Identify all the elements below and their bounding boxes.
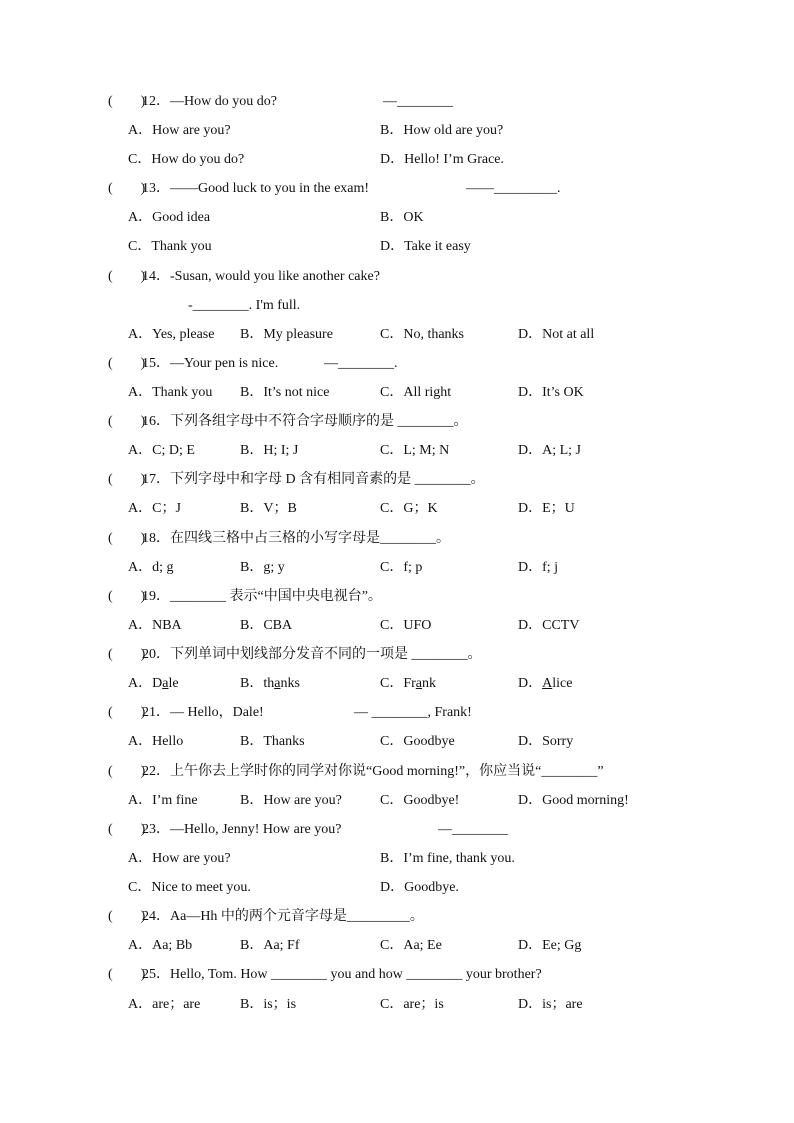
answer-paren[interactable]: ( ) — [108, 909, 146, 924]
question-stem: 16．下列各组字母中不符合字母顺序的是 ________。 — [142, 414, 468, 429]
option-c[interactable]: C．How do you do? — [128, 152, 245, 167]
question-14 — [108, 268, 380, 286]
question-reply: —________ — [383, 94, 453, 109]
question-reply: ——_________. — [466, 181, 561, 196]
question-stem: 19．________ 表示“中国中央电视台”。 — [142, 589, 382, 604]
answer-paren[interactable]: ( ) — [108, 967, 146, 982]
option-c[interactable]: C．UFO — [380, 618, 432, 633]
answer-paren[interactable]: ( ) — [108, 356, 146, 371]
option-c[interactable]: C．L; M; N — [380, 443, 450, 458]
option-b[interactable]: B．is；is — [240, 997, 297, 1012]
option-a[interactable]: A．Good idea — [128, 210, 211, 225]
question-25 — [108, 966, 542, 984]
option-a[interactable]: A．How are you? — [128, 123, 231, 138]
answer-paren[interactable]: ( ) — [108, 647, 146, 662]
option-b[interactable]: B．Aa; Ff — [240, 938, 300, 953]
option-a[interactable]: A．How are you? — [128, 851, 231, 866]
option-d[interactable]: D．Hello! I’m Grace. — [380, 152, 505, 167]
option-d[interactable]: D．Not at all — [518, 327, 595, 342]
question-19 — [108, 588, 382, 606]
answer-paren[interactable]: ( ) — [108, 531, 146, 546]
question-stem: 13．——Good luck to you in the exam! — [142, 181, 370, 196]
question-20 — [108, 646, 482, 664]
option-d[interactable]: D．It’s OK — [518, 385, 584, 400]
option-c[interactable]: C．G；K — [380, 501, 438, 516]
question-24 — [108, 908, 424, 926]
question-stem: 17．下列字母中和字母 D 含有相同音素的是 ________。 — [142, 472, 485, 487]
option-b[interactable]: B．How old are you? — [380, 123, 504, 138]
option-c[interactable]: C．Goodbye! — [380, 793, 460, 808]
question-23 — [108, 821, 341, 839]
answer-paren[interactable]: ( ) — [108, 822, 146, 837]
option-a[interactable]: A．NBA — [128, 618, 182, 633]
option-a[interactable]: A．are；are — [128, 997, 201, 1012]
answer-paren[interactable]: ( ) — [108, 705, 146, 720]
underlined-letter: a — [274, 676, 281, 691]
question-reply: —________. — [324, 356, 398, 371]
question-18 — [108, 530, 450, 548]
option-d[interactable]: D．A; L; J — [518, 443, 581, 458]
option-b[interactable]: B．OK — [380, 210, 424, 225]
option-a[interactable]: A．I’m fine — [128, 793, 198, 808]
question-stem: 14．-Susan, would you like another cake? — [142, 269, 380, 284]
option-c[interactable]: C．Thank you — [128, 239, 212, 254]
question-reply: -________. I'm full. — [188, 298, 301, 313]
answer-paren[interactable]: ( ) — [108, 472, 146, 487]
question-stem: 24．Aa—Hh 中的两个元音字母是_________。 — [142, 909, 424, 924]
question-15 — [108, 355, 278, 373]
question-16 — [108, 413, 468, 431]
option-d[interactable]: D．Ee; Gg — [518, 938, 582, 953]
question-stem: 21．— Hello，Dale! — [142, 705, 264, 720]
option-c[interactable]: C．No, thanks — [380, 327, 464, 342]
option-a[interactable]: A．C；J — [128, 501, 181, 516]
option-d[interactable]: D．E；U — [518, 501, 575, 516]
option-b[interactable]: B．thanks — [240, 676, 300, 691]
option-d[interactable]: D．Good morning! — [518, 793, 629, 808]
option-c[interactable]: C．f; p — [380, 560, 423, 575]
question-stem: 15．—Your pen is nice. — [142, 356, 279, 371]
option-d[interactable]: D．f; j — [518, 560, 559, 575]
answer-paren[interactable]: ( ) — [108, 269, 146, 284]
option-c[interactable]: C．Aa; Ee — [380, 938, 442, 953]
question-reply: — ________, Frank! — [354, 705, 472, 720]
option-a[interactable]: A．Thank you — [128, 385, 213, 400]
option-a[interactable]: A．C; D; E — [128, 443, 195, 458]
answer-paren[interactable]: ( ) — [108, 589, 146, 604]
question-stem: 18．在四线三格中占三格的小写字母是________。 — [142, 531, 450, 546]
option-d[interactable]: D．Alice — [518, 676, 573, 691]
question-stem: 12．—How do you do? — [142, 94, 277, 109]
option-b[interactable]: B．It’s not nice — [240, 385, 330, 400]
question-stem: 23．—Hello, Jenny! How are you? — [142, 822, 342, 837]
option-b[interactable]: B．H; I; J — [240, 443, 299, 458]
answer-paren[interactable]: ( ) — [108, 94, 146, 109]
option-b[interactable]: B．My pleasure — [240, 327, 333, 342]
answer-paren[interactable]: ( ) — [108, 764, 146, 779]
option-b[interactable]: B．How are you? — [240, 793, 342, 808]
option-c[interactable]: C．Nice to meet you. — [128, 880, 251, 895]
underlined-letter: A — [542, 676, 553, 691]
option-a[interactable]: A．Aa; Bb — [128, 938, 193, 953]
question-stem: 22．上午你去上学时你的同学对你说“Good morning!”，你应当说“________” — [142, 764, 604, 779]
underlined-letter: a — [162, 676, 169, 691]
option-c[interactable]: C．are；is — [380, 997, 444, 1012]
question-12 — [108, 93, 277, 111]
option-b[interactable]: B．CBA — [240, 618, 293, 633]
underlined-letter: a — [415, 676, 423, 691]
answer-paren[interactable]: ( ) — [108, 414, 146, 429]
option-a[interactable]: A．Hello — [128, 734, 184, 749]
option-b[interactable]: B．Thanks — [240, 734, 305, 749]
option-d[interactable]: D．Sorry — [518, 734, 574, 749]
question-13 — [108, 180, 369, 198]
option-d[interactable]: D．is；are — [518, 997, 583, 1012]
option-b[interactable]: B．V；B — [240, 501, 297, 516]
option-a[interactable]: A．Dale — [128, 676, 179, 691]
option-a[interactable]: A．Yes, please — [128, 327, 215, 342]
question-17 — [108, 471, 485, 489]
option-c[interactable]: C．All right — [380, 385, 452, 400]
option-b[interactable]: B．I’m fine, thank you. — [380, 851, 515, 866]
question-22 — [108, 763, 604, 781]
question-stem: 25．Hello, Tom. How ________ you and how ________ your brother? — [142, 967, 542, 982]
option-d[interactable]: D．Goodbye. — [380, 880, 459, 895]
option-d[interactable]: D．Take it easy — [380, 239, 471, 254]
option-c[interactable]: C．Frank — [380, 676, 437, 691]
option-b[interactable]: B．g; y — [240, 560, 285, 575]
option-c[interactable]: C．Goodbye — [380, 734, 455, 749]
question-stem: 20．下列单词中划线部分发音不同的一项是 ________。 — [142, 647, 482, 662]
question-21 — [108, 704, 264, 722]
answer-paren[interactable]: ( ) — [108, 181, 146, 196]
question-reply: —________ — [438, 822, 508, 837]
option-d[interactable]: D．CCTV — [518, 618, 580, 633]
option-a[interactable]: A．d; g — [128, 560, 174, 575]
